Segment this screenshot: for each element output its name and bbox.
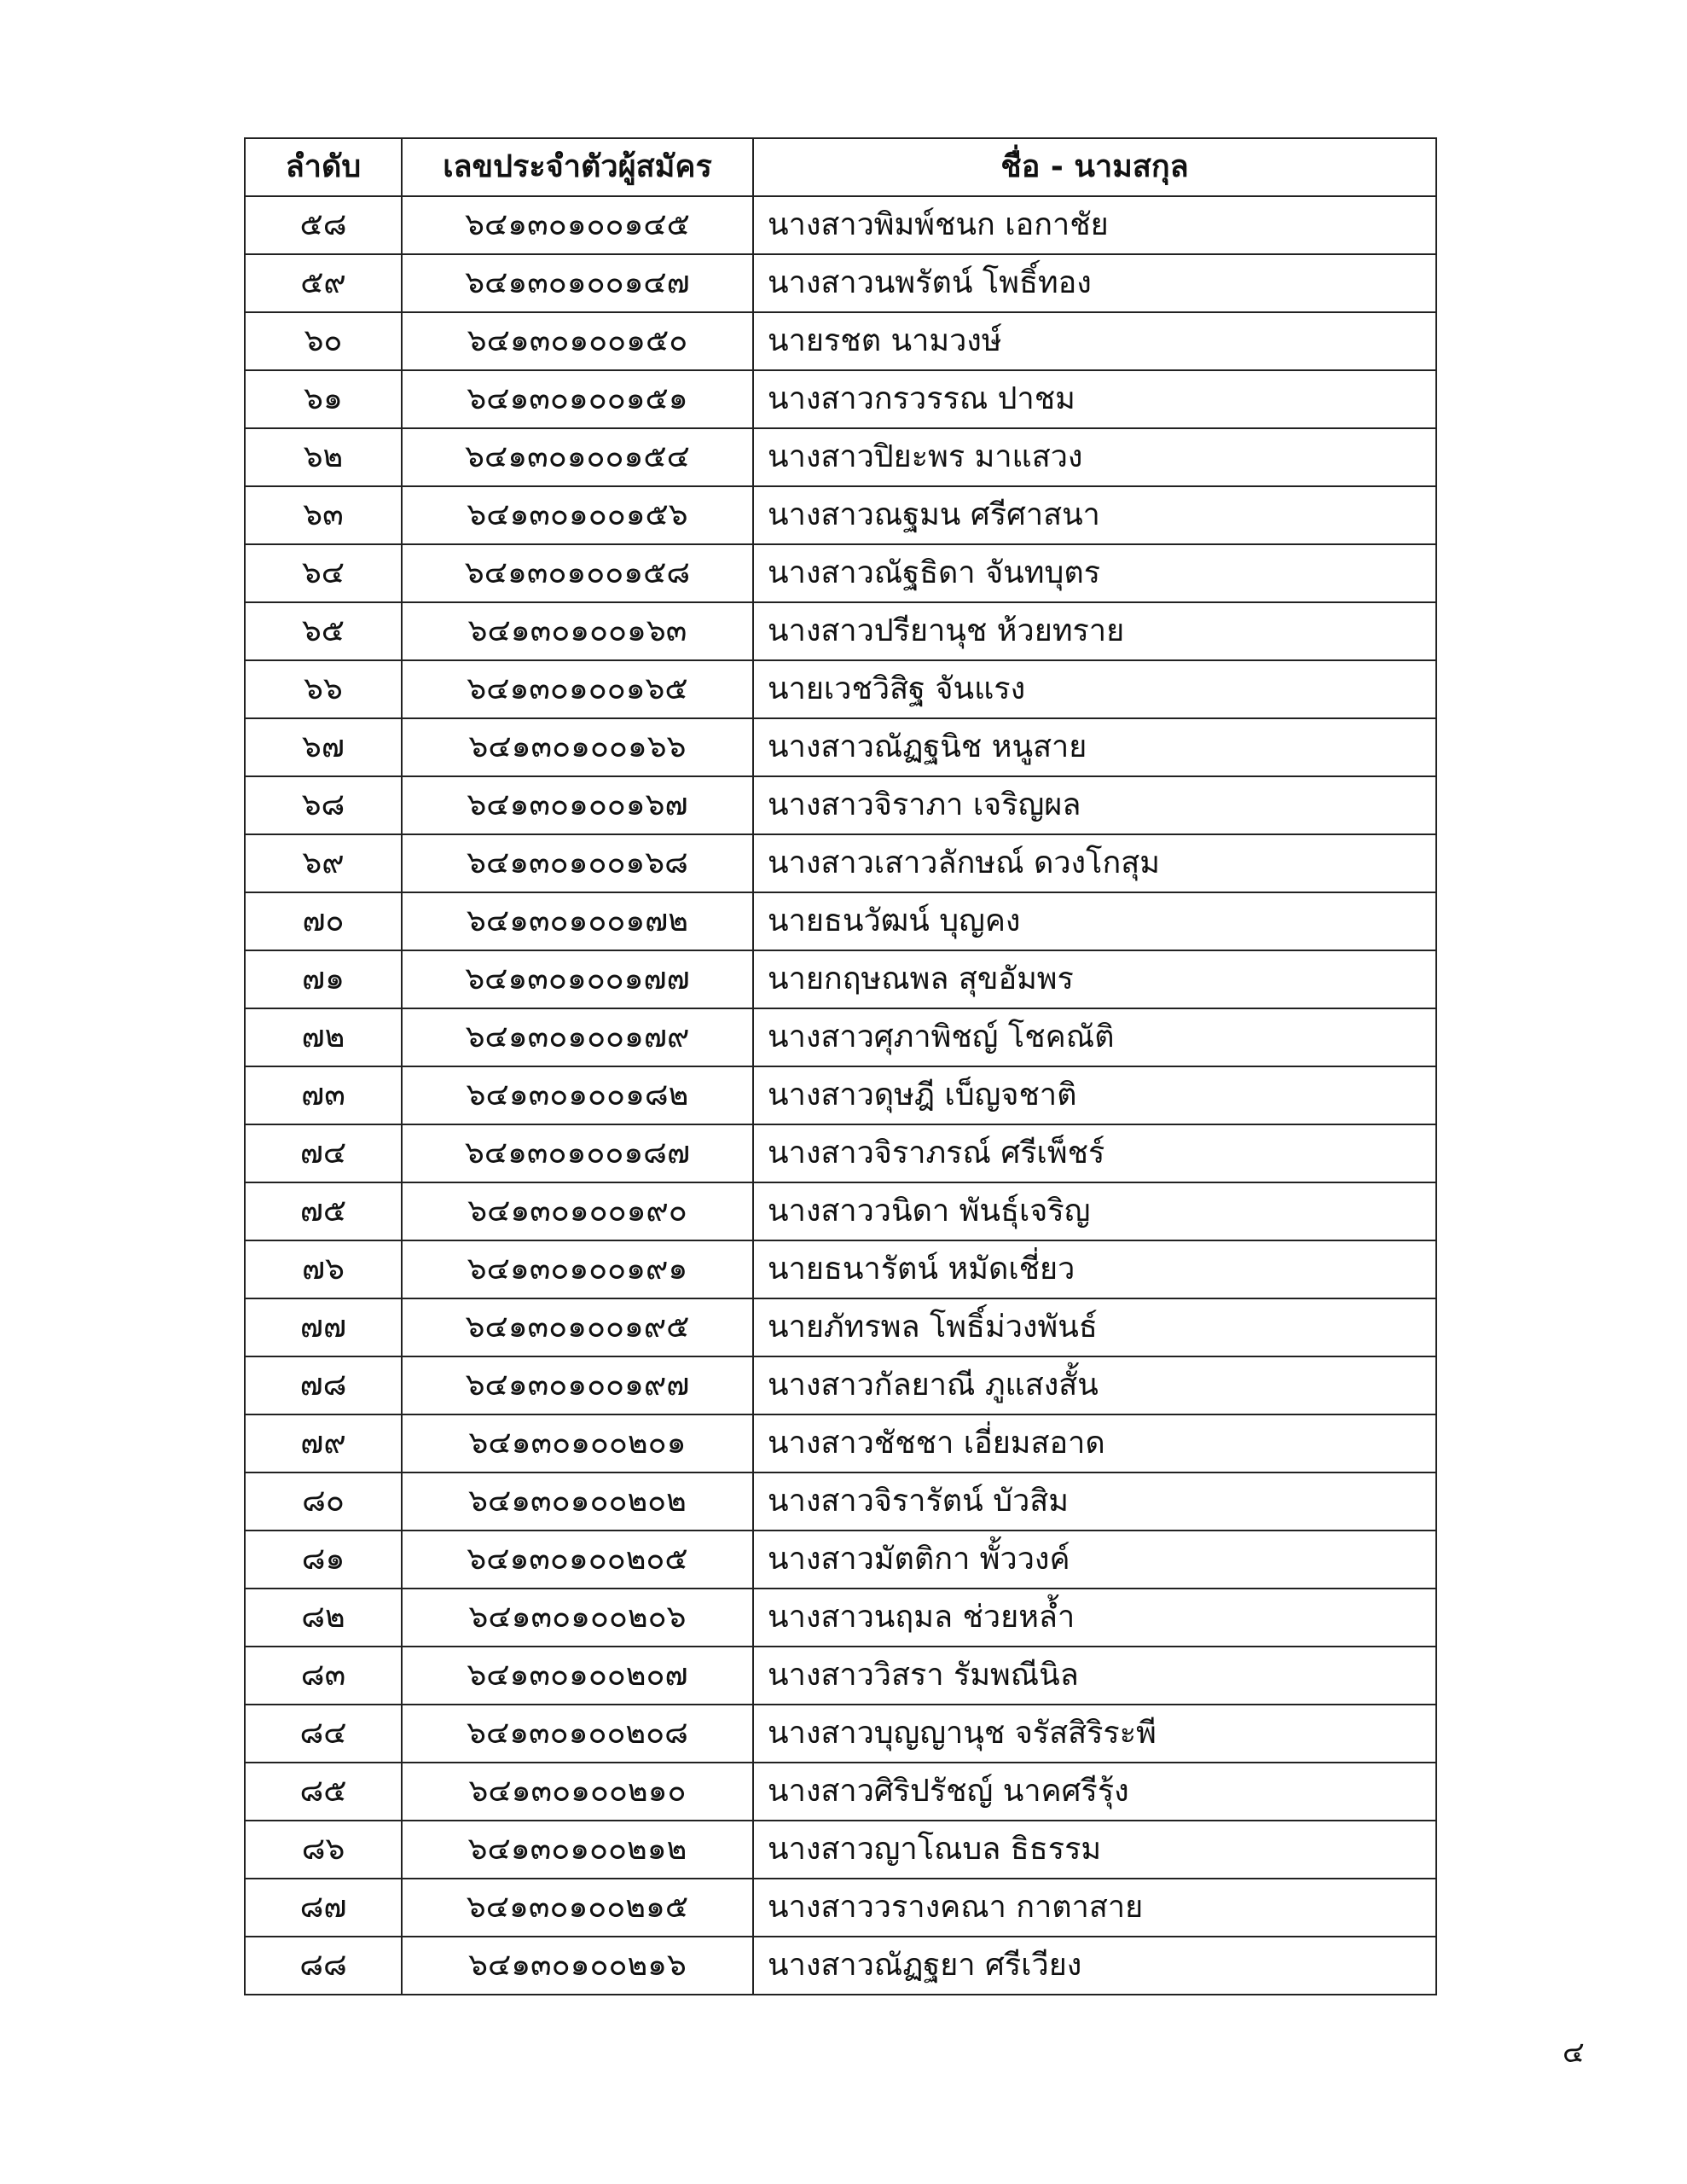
- row-applicant-id-cell: ๖๔๑๓๐๑๐๐๒๑๒: [402, 1821, 753, 1879]
- applicant-table: [244, 137, 1437, 1995]
- row-full-name-cell: นางสาวกรวรรณ ปาชม: [753, 370, 1436, 428]
- table-row: [245, 1356, 1436, 1414]
- row-full-name-cell: นางสาวปิยะพร มาแสวง: [753, 428, 1436, 486]
- row-applicant-id-cell: ๖๔๑๓๐๑๐๐๑๗๙: [402, 1008, 753, 1066]
- row-sequence-cell: ๘๕: [245, 1763, 402, 1821]
- row-sequence-cell: ๖๑: [245, 370, 402, 428]
- row-applicant-id-cell: ๖๔๑๓๐๑๐๐๒๐๕: [402, 1531, 753, 1589]
- table-row: [245, 1124, 1436, 1182]
- row-full-name-cell: นางสาวปรียานุช ห้วยทราย: [753, 602, 1436, 660]
- row-full-name-cell: นางสาวพิมพ์ชนก เอกาชัย: [753, 196, 1436, 254]
- row-sequence-cell: ๖๐: [245, 312, 402, 370]
- row-applicant-id-cell: ๖๔๑๓๐๑๐๐๑๕๘: [402, 544, 753, 602]
- row-full-name-cell: นางสาวณัฐธิดา จันทบุตร: [753, 544, 1436, 602]
- table-row: [245, 950, 1436, 1008]
- row-full-name-cell: นางสาวจิราภา เจริญผล: [753, 776, 1436, 834]
- table-row: [245, 544, 1436, 602]
- row-applicant-id-cell: ๖๔๑๓๐๑๐๐๑๔๕: [402, 196, 753, 254]
- row-sequence-cell: ๖๖: [245, 660, 402, 718]
- row-applicant-id-cell: ๖๔๑๓๐๑๐๐๒๑๐: [402, 1763, 753, 1821]
- row-sequence-cell: ๗๒: [245, 1008, 402, 1066]
- table-row: [245, 370, 1436, 428]
- row-full-name-cell: นายกฤษณพล สุขอัมพร: [753, 950, 1436, 1008]
- row-applicant-id-cell: ๖๔๑๓๐๑๐๐๑๖๘: [402, 834, 753, 892]
- table-row: [245, 1008, 1436, 1066]
- row-applicant-id-cell: ๖๔๑๓๐๑๐๐๑๖๕: [402, 660, 753, 718]
- row-applicant-id-cell: ๖๔๑๓๐๑๐๐๑๖๓: [402, 602, 753, 660]
- table-row: [245, 1937, 1436, 1995]
- table-row: [245, 1066, 1436, 1124]
- row-applicant-id-cell: ๖๔๑๓๐๑๐๐๒๑๖: [402, 1937, 753, 1995]
- row-sequence-cell: ๖๙: [245, 834, 402, 892]
- row-applicant-id-cell: ๖๔๑๓๐๑๐๐๑๘๗: [402, 1124, 753, 1182]
- table-row: [245, 312, 1436, 370]
- row-full-name-cell: นางสาวเสาวลักษณ์ ดวงโกสุม: [753, 834, 1436, 892]
- row-full-name-cell: นายธนวัฒน์ บุญคง: [753, 892, 1436, 950]
- table-row: [245, 1705, 1436, 1763]
- table-row: [245, 1298, 1436, 1356]
- row-sequence-cell: ๘๘: [245, 1937, 402, 1995]
- row-full-name-cell: นางสาววิสรา รัมพณีนิล: [753, 1647, 1436, 1705]
- table-row: [245, 1879, 1436, 1937]
- row-full-name-cell: นางสาวจิรารัตน์ บัวสิม: [753, 1472, 1436, 1531]
- table-row: [245, 1647, 1436, 1705]
- header-sequence: ลำดับ: [245, 138, 402, 196]
- row-applicant-id-cell: ๖๔๑๓๐๑๐๐๑๔๗: [402, 254, 753, 312]
- row-full-name-cell: นางสาวดุษฎี เบ็ญจชาติ: [753, 1066, 1436, 1124]
- table-row: [245, 1589, 1436, 1647]
- table-row: [245, 486, 1436, 544]
- row-full-name-cell: นายเวชวิสิฐ จันแรง: [753, 660, 1436, 718]
- table-row: [245, 1414, 1436, 1472]
- row-sequence-cell: ๗๓: [245, 1066, 402, 1124]
- row-applicant-id-cell: ๖๔๑๓๐๑๐๐๑๙๕: [402, 1298, 753, 1356]
- row-full-name-cell: นายภัทรพล โพธิ์ม่วงพันธ์: [753, 1298, 1436, 1356]
- row-applicant-id-cell: ๖๔๑๓๐๑๐๐๑๕๖: [402, 486, 753, 544]
- row-sequence-cell: ๘๔: [245, 1705, 402, 1763]
- row-applicant-id-cell: ๖๔๑๓๐๑๐๐๑๕๔: [402, 428, 753, 486]
- row-sequence-cell: ๗๔: [245, 1124, 402, 1182]
- row-applicant-id-cell: ๖๔๑๓๐๑๐๐๒๐๘: [402, 1705, 753, 1763]
- row-sequence-cell: ๖๓: [245, 486, 402, 544]
- row-full-name-cell: นางสาวบุญญานุช จรัสสิริระพี: [753, 1705, 1436, 1763]
- row-sequence-cell: ๖๔: [245, 544, 402, 602]
- row-full-name-cell: นางสาวณัฏฐนิช หนูสาย: [753, 718, 1436, 776]
- table-row: [245, 1240, 1436, 1298]
- header-applicant-id: เลขประจำตัวผู้สมัคร: [402, 138, 753, 196]
- row-applicant-id-cell: ๖๔๑๓๐๑๐๐๒๐๖: [402, 1589, 753, 1647]
- table-row: [245, 660, 1436, 718]
- row-full-name-cell: นางสาวมัตติกา พั้ววงค์: [753, 1531, 1436, 1589]
- table-row: [245, 1763, 1436, 1821]
- row-applicant-id-cell: ๖๔๑๓๐๑๐๐๑๘๒: [402, 1066, 753, 1124]
- row-applicant-id-cell: ๖๔๑๓๐๑๐๐๑๖๗: [402, 776, 753, 834]
- row-sequence-cell: ๘๗: [245, 1879, 402, 1937]
- page-number: ๔: [1562, 2036, 1585, 2070]
- row-sequence-cell: ๘๒: [245, 1589, 402, 1647]
- table-row: [245, 1821, 1436, 1879]
- row-full-name-cell: นางสาวนฤมล ช่วยหล้ำ: [753, 1589, 1436, 1647]
- table-row: [245, 834, 1436, 892]
- table-row: [245, 892, 1436, 950]
- row-full-name-cell: นางสาวศุภาพิชญ์ โชคณัติ: [753, 1008, 1436, 1066]
- row-full-name-cell: นางสาวณัฏฐยา ศรีเวียง: [753, 1937, 1436, 1995]
- table-row: [245, 776, 1436, 834]
- table-row: [245, 254, 1436, 312]
- row-full-name-cell: นายธนารัตน์ หมัดเชี่ยว: [753, 1240, 1436, 1298]
- row-sequence-cell: ๕๙: [245, 254, 402, 312]
- row-sequence-cell: ๗๑: [245, 950, 402, 1008]
- row-applicant-id-cell: ๖๔๑๓๐๑๐๐๒๐๗: [402, 1647, 753, 1705]
- row-sequence-cell: ๘๑: [245, 1531, 402, 1589]
- row-applicant-id-cell: ๖๔๑๓๐๑๐๐๒๐๑: [402, 1414, 753, 1472]
- row-full-name-cell: นางสาววนิดา พันธุ์เจริญ: [753, 1182, 1436, 1240]
- header-full-name: ชื่อ - นามสกุล: [753, 138, 1436, 196]
- row-sequence-cell: ๖๗: [245, 718, 402, 776]
- row-sequence-cell: ๗๕: [245, 1182, 402, 1240]
- table-row: [245, 428, 1436, 486]
- row-sequence-cell: ๗๘: [245, 1356, 402, 1414]
- row-full-name-cell: นางสาวจิราภรณ์ ศรีเพ็ชร์: [753, 1124, 1436, 1182]
- row-sequence-cell: ๖๕: [245, 602, 402, 660]
- row-applicant-id-cell: ๖๔๑๓๐๑๐๐๒๑๕: [402, 1879, 753, 1937]
- row-full-name-cell: นางสาวชัชชา เอี่ยมสอาด: [753, 1414, 1436, 1472]
- table-row: [245, 1472, 1436, 1531]
- row-sequence-cell: ๘๐: [245, 1472, 402, 1531]
- table-body: [245, 196, 1436, 1995]
- row-sequence-cell: ๘๓: [245, 1647, 402, 1705]
- table-row: [245, 718, 1436, 776]
- row-applicant-id-cell: ๖๔๑๓๐๑๐๐๒๐๒: [402, 1472, 753, 1531]
- row-full-name-cell: นางสาวณฐมน ศรีศาสนา: [753, 486, 1436, 544]
- row-full-name-cell: นางสาวนพรัตน์ โพธิ์ทอง: [753, 254, 1436, 312]
- table-header: [245, 138, 1436, 196]
- row-applicant-id-cell: ๖๔๑๓๐๑๐๐๑๗๒: [402, 892, 753, 950]
- row-applicant-id-cell: ๖๔๑๓๐๑๐๐๑๗๗: [402, 950, 753, 1008]
- row-sequence-cell: ๗๙: [245, 1414, 402, 1472]
- row-applicant-id-cell: ๖๔๑๓๐๑๐๐๑๙๐: [402, 1182, 753, 1240]
- row-applicant-id-cell: ๖๔๑๓๐๑๐๐๑๙๗: [402, 1356, 753, 1414]
- row-sequence-cell: ๖๒: [245, 428, 402, 486]
- row-applicant-id-cell: ๖๔๑๓๐๑๐๐๑๕๐: [402, 312, 753, 370]
- row-applicant-id-cell: ๖๔๑๓๐๑๐๐๑๙๑: [402, 1240, 753, 1298]
- row-sequence-cell: ๗๐: [245, 892, 402, 950]
- row-full-name-cell: นางสาววรางคณา กาตาสาย: [753, 1879, 1436, 1937]
- table-row: [245, 1182, 1436, 1240]
- row-full-name-cell: นางสาวญาโณบล ธิธรรม: [753, 1821, 1436, 1879]
- row-sequence-cell: ๕๘: [245, 196, 402, 254]
- row-sequence-cell: ๘๖: [245, 1821, 402, 1879]
- row-applicant-id-cell: ๖๔๑๓๐๑๐๐๑๕๑: [402, 370, 753, 428]
- table-row: [245, 196, 1436, 254]
- table-row: [245, 1531, 1436, 1589]
- row-sequence-cell: ๖๘: [245, 776, 402, 834]
- header-row: [245, 138, 1436, 196]
- row-full-name-cell: นางสาวศิริปรัชญ์ นาคศรีรุ้ง: [753, 1763, 1436, 1821]
- row-full-name-cell: นายรชต นามวงษ์: [753, 312, 1436, 370]
- row-full-name-cell: นางสาวกัลยาณี ภูแสงสั้น: [753, 1356, 1436, 1414]
- table-row: [245, 602, 1436, 660]
- row-sequence-cell: ๗๖: [245, 1240, 402, 1298]
- row-sequence-cell: ๗๗: [245, 1298, 402, 1356]
- row-applicant-id-cell: ๖๔๑๓๐๑๐๐๑๖๖: [402, 718, 753, 776]
